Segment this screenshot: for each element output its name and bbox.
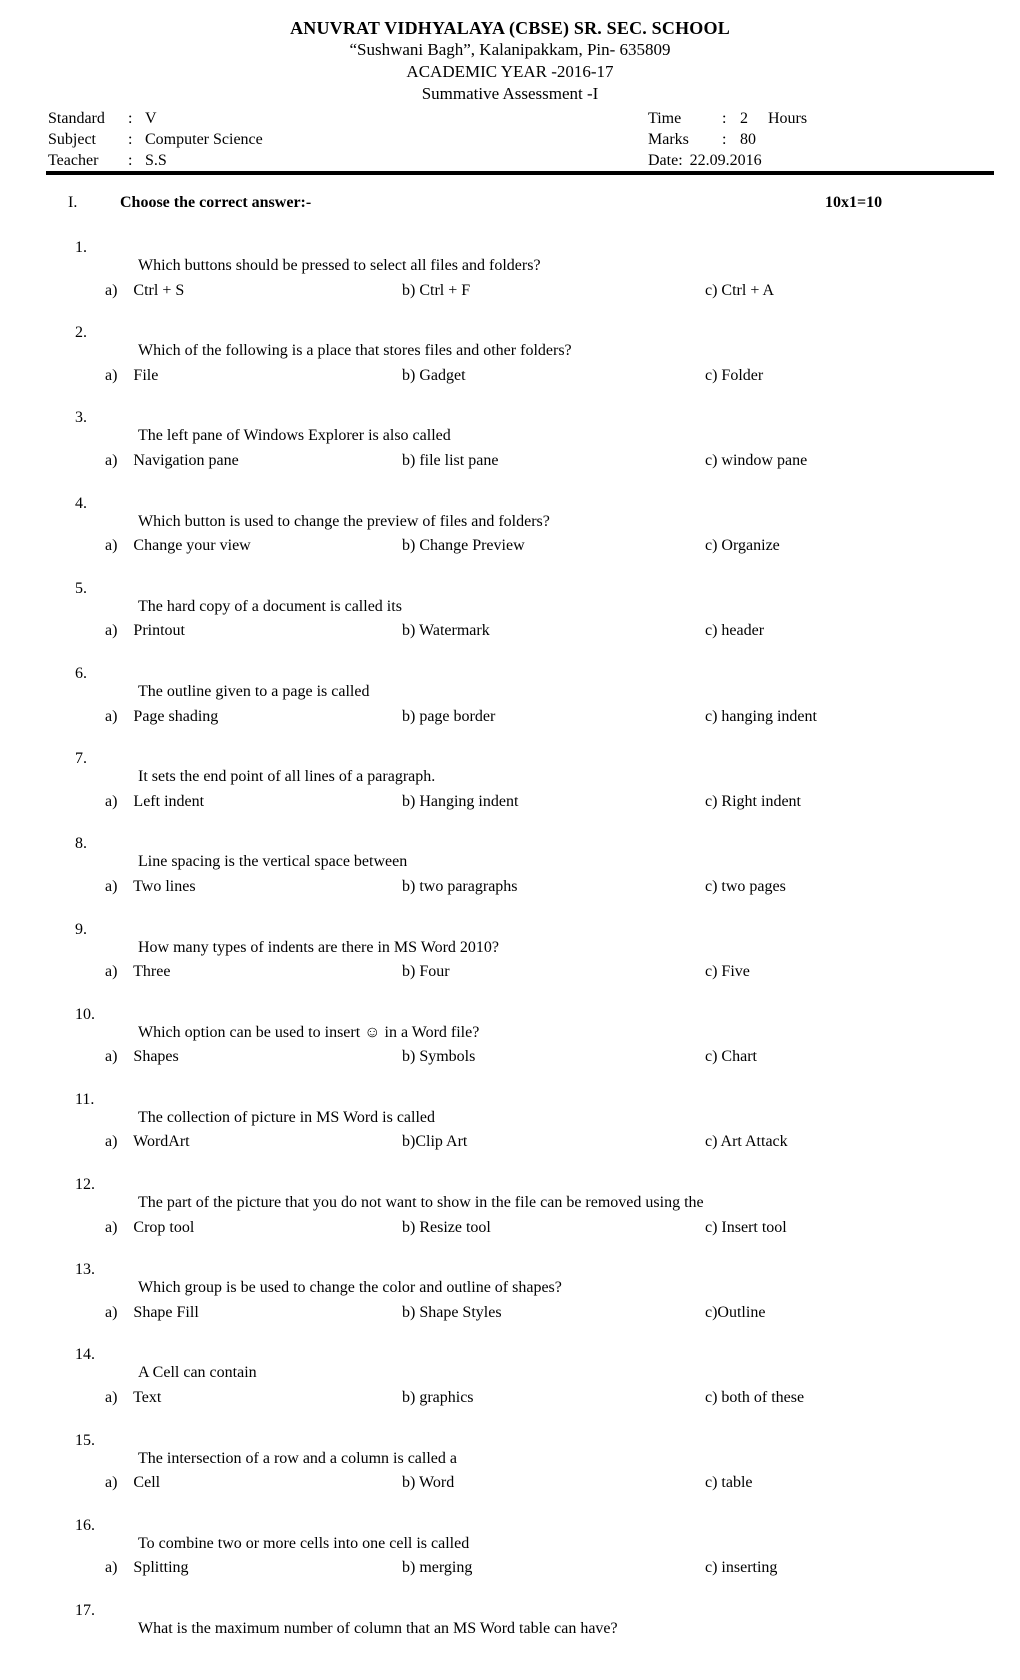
question-item [0,580,1020,665]
option-c-cell: c) Art Attack [705,1133,788,1151]
question-line [0,665,1020,708]
marks-row [648,129,972,150]
standard-row [48,108,648,129]
question-item [0,1602,1020,1645]
option-c-cell: c) Chart [705,1048,757,1066]
option-a-cell: a) Change your view [105,537,251,555]
question-item [0,1517,1020,1602]
option-b-cell: b)Clip Art [402,1133,468,1151]
question-item [0,921,1020,1006]
question-line [0,495,1020,538]
question-item [0,835,1020,920]
option-c-cell: c) Organize [705,537,780,555]
date-label: Date: [648,152,683,169]
marks-label: Marks [648,131,689,148]
options-row [0,1304,1020,1347]
option-a-cell: a) Three [105,963,171,981]
option-b-cell: b) file list pane [402,451,499,469]
standard-label: Standard [48,110,105,127]
question-number: 4. [75,494,87,512]
option-a-cell: a) Crop tool [105,1218,195,1236]
question-number: 13. [75,1261,95,1279]
assessment-title: Summative Assessment -I [421,84,599,103]
question-text: The collection of picture in MS Word is called [138,1108,436,1126]
option-a-cell: a) Shape Fill [105,1303,199,1321]
options-row [0,1389,1020,1432]
question-text: Which button is used to change the preview of files and folders? [138,512,550,530]
option-c-cell: c) both of these [705,1389,805,1407]
option-c-cell: c) Right indent [705,792,801,810]
option-c-cell: c) Insert tool [705,1218,787,1236]
question-text: Line spacing is the vertical space between [138,853,408,871]
options-row [0,878,1020,921]
options-row [0,793,1020,836]
option-c-cell: c) inserting [705,1559,778,1577]
question-line [0,1432,1020,1475]
options-row [0,708,1020,751]
question-text: Which buttons should be pressed to select all files and folders? [138,257,541,274]
option-b-cell: b) Gadget [402,366,466,384]
question-number: 15. [75,1431,95,1449]
section-heading [0,194,1020,215]
option-b-cell: b) Watermark [402,622,490,640]
question-line [0,1176,1020,1219]
question-text: The part of the picture that you do not want to show in the file can be removed using the [138,1194,704,1212]
option-b-cell: b) Resize tool [402,1218,491,1236]
academic-year: ACADEMIC YEAR -2016-17 [406,62,614,81]
question-number: 9. [75,920,87,938]
options-row [0,1219,1020,1262]
option-a-cell: a) Page shading [105,707,219,725]
options-row [0,963,1020,1006]
question-item [0,1176,1020,1261]
question-number: 10. [75,1005,95,1023]
option-a-cell: a) Shapes [105,1048,179,1066]
question-item [0,1261,1020,1346]
exam-info-right [648,108,972,171]
option-a-cell: a) WordArt [105,1133,190,1151]
question-text: Which group is be used to change the color and outline of shapes? [138,1279,562,1297]
date-row [648,150,972,171]
option-a-cell: a) Two lines [105,877,196,895]
option-b-cell: b) page border [402,707,496,725]
subject-colon: : [128,131,133,148]
subject-value: Computer Science [145,131,263,148]
time-colon: : [722,110,727,127]
questions-list [0,239,1020,1645]
date-value: 22.09.2016 [689,152,762,169]
option-c-cell: c) Folder [705,366,764,384]
question-text: What is the maximum number of column that an MS Word table can have? [138,1620,618,1637]
options-row [0,1133,1020,1176]
option-b-cell: b) Hanging indent [402,792,519,810]
time-value: 2 Hours [740,110,808,127]
option-a-cell: a) Navigation pane [105,451,239,469]
options-row [0,282,1020,325]
options-row [0,452,1020,495]
exam-info-block [0,105,1020,171]
question-item [0,324,1020,409]
option-b-cell: b) graphics [402,1389,474,1407]
question-item [0,1006,1020,1091]
question-line [0,1346,1020,1389]
subject-row [48,129,648,150]
question-text: To combine two or more cells into one cell is called [138,1534,470,1552]
question-line [0,239,1020,282]
option-c-cell: c) two pages [705,877,786,895]
question-line [0,1006,1020,1049]
question-line [0,1091,1020,1134]
option-b-cell: b) Change Preview [402,537,525,555]
option-b-cell: b) Four [402,963,450,981]
school-address: “Sushwani Bagh”, Kalanipakkam, Pin- 635809 [349,40,671,59]
option-b-cell: b) Symbols [402,1048,476,1066]
option-b-cell: b) Ctrl + F [402,281,471,299]
time-row [648,108,972,129]
question-text: The hard copy of a document is called its [138,597,402,615]
question-number: 11. [75,1090,95,1108]
option-c-cell: c) Ctrl + A [705,281,775,299]
option-a-cell: a) File [105,366,159,384]
option-c-cell: c) Five [705,963,750,981]
question-number: 2. [75,324,87,342]
question-text: It sets the end point of all lines of a paragraph. [138,768,436,786]
options-row [0,367,1020,410]
option-a-cell: a) Left indent [105,792,205,810]
option-c-cell: c) hanging indent [705,707,817,725]
options-row [0,1048,1020,1091]
option-b-cell: b) merging [402,1559,473,1577]
question-item [0,1346,1020,1431]
time-label: Time [648,110,682,127]
question-line [0,1602,1020,1645]
options-row [0,537,1020,580]
section-title: Choose the correct answer:- [120,194,312,211]
question-line [0,1517,1020,1560]
question-text: Which option can be used to insert ☺ in a Word file? [138,1023,480,1041]
question-number: 16. [75,1516,95,1534]
teacher-value: S.S [145,152,167,169]
options-row [0,622,1020,665]
question-text: The left pane of Windows Explorer is also called [138,427,451,445]
teacher-label: Teacher [48,152,99,169]
option-a-cell: a) Text [105,1389,162,1407]
question-line [0,921,1020,964]
paper-header [0,0,1020,105]
standard-value: V [145,110,157,127]
question-item [0,665,1020,750]
question-text: How many types of indents are there in MS Word 2010? [138,938,500,956]
question-number: 8. [75,835,87,853]
option-c-cell: c) window pane [705,451,808,469]
question-item [0,750,1020,835]
question-line [0,324,1020,367]
question-line [0,750,1020,793]
teacher-colon: : [128,152,133,169]
question-text: The intersection of a row and a column is called a [138,1449,457,1467]
question-item [0,409,1020,494]
question-item [0,495,1020,580]
option-a-cell: a) Splitting [105,1559,189,1577]
header-divider-rule [46,171,994,175]
option-b-cell: b) Word [402,1474,455,1492]
option-a-cell: a) Printout [105,622,185,640]
marks-value: 80 [740,131,756,148]
options-row [0,1474,1020,1517]
option-b-cell: b) Shape Styles [402,1303,502,1321]
question-number: 6. [75,664,87,682]
question-number: 5. [75,579,87,597]
option-b-cell: b) two paragraphs [402,877,518,895]
standard-colon: : [128,110,133,127]
question-item [0,1091,1020,1176]
option-c-cell: c) table [705,1474,753,1492]
question-item [0,239,1020,324]
question-text: The outline given to a page is called [138,682,370,700]
option-a-cell: a) Cell [105,1474,161,1492]
question-number: 17. [75,1602,95,1619]
teacher-row [48,150,648,171]
options-row [0,1559,1020,1602]
question-number: 3. [75,409,87,427]
question-line [0,409,1020,452]
option-c-cell: c) header [705,622,765,640]
question-text: A Cell can contain [138,1364,257,1382]
question-number: 14. [75,1346,95,1364]
marks-colon: : [722,131,727,148]
option-a-cell: a) Ctrl + S [105,281,185,299]
question-line [0,580,1020,623]
section-numeral: I. [68,194,78,211]
question-text: Which of the following is a place that stores files and other folders? [138,342,572,360]
question-number: 7. [75,750,87,768]
option-c-cell: c)Outline [705,1303,766,1321]
question-item [0,1432,1020,1517]
question-line [0,835,1020,878]
question-number: 12. [75,1176,95,1194]
school-name: ANUVRAT VIDHYALAYA (CBSE) SR. SEC. SCHOOL [290,18,730,38]
question-line [0,1261,1020,1304]
question-number: 1. [75,239,87,256]
section-marks: 10x1=10 [825,194,883,211]
exam-info-left [48,108,648,171]
subject-label: Subject [48,131,96,148]
